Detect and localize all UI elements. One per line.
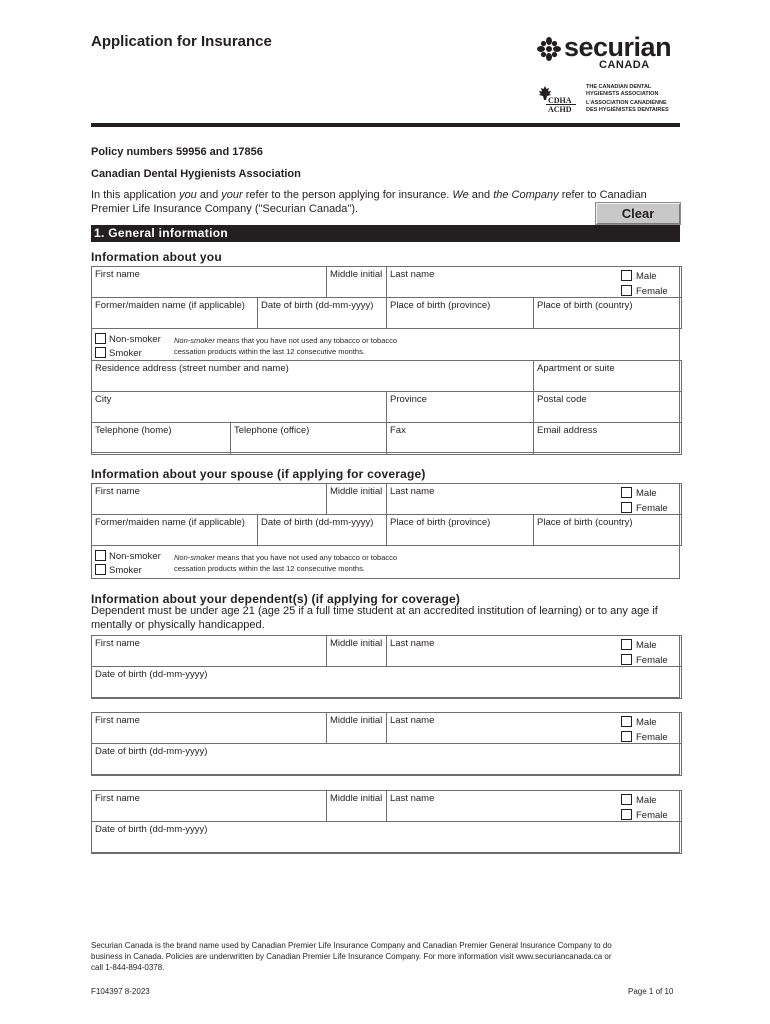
telephone-home-field[interactable] [91,422,231,455]
field-label: Middle initial [330,638,383,649]
field-label: Middle initial [330,793,383,804]
non-smoker-note [174,552,397,563]
field-label: Telephone (office) [234,425,310,436]
field-label: First name [95,715,140,726]
intro-text: In this application [91,189,180,201]
field-label: First name [95,486,140,497]
field-label: Apartment or suite [537,363,615,374]
field-label: Place of birth (province) [390,517,491,528]
intro-text: and [196,189,222,201]
intro-text: refer to the person applying for insurance. [242,189,453,201]
cdha-en-name [586,84,658,97]
intro-we: We [452,189,469,201]
note-text: means that you have not used any tobacco or tobacco [214,336,398,345]
male-label: Male [636,488,657,499]
footer-disclaimer-line-1: Securian Canada is the brand name used by Canadian Premier Life Insurance Company and Canadian Premier General Insurance Company to do [91,941,612,950]
residence-address-field[interactable] [91,360,534,392]
field-label: Last name [390,793,435,804]
cdha-abbr: CDHA [548,96,572,105]
pob-country-field[interactable] [533,297,682,329]
field-label: Date of birth (dd-mm-yyyy) [95,669,208,680]
field-label: Date of birth (dd-mm-yyyy) [261,300,374,311]
city-field[interactable] [91,391,387,423]
footer-disclaimer-line-3: call 1-844-894-0378. [91,963,165,972]
dependent-3-form [91,790,680,853]
male-label: Male [636,795,657,806]
note-text: means that you have not used any tobacco or tobacco [214,553,398,562]
field-label: Last name [390,715,435,726]
spouse-non-smoker-checkbox[interactable] [95,550,106,561]
dependent-2-form [91,712,680,775]
brand-name: securian [564,32,672,62]
field-label: Place of birth (country) [537,517,633,528]
dependent-3-male-checkbox[interactable] [621,794,632,805]
smoker-label: Smoker [109,348,142,359]
field-label: Former/maiden name (if applicable) [95,300,245,311]
section-general-information: 1. General information [91,225,680,242]
cdha-fr-line-1: L'ASSOCIATION CANADIENNE [586,100,667,106]
non-smoker-label: Non-smoker [109,551,161,562]
email-field[interactable] [533,422,682,455]
intro-paragraph-line-1 [91,189,647,201]
securian-flower-icon [536,36,562,62]
dependent-1-form [91,635,680,698]
dependent-1-male-checkbox[interactable] [621,639,632,650]
non-smoker-note [174,335,397,346]
field-label: Date of birth (dd-mm-yyyy) [261,517,374,528]
dependents-note-line-1: Dependent must be under age 21 (age 25 if a full time student at an accredited institution of learning) or to any age if [91,605,658,617]
page-number: Page 1 of 10 [628,987,674,996]
field-label: Last name [390,269,435,280]
footer-disclaimer-line-2: business in Canada. Policies are underwritten by Canadian Premier Life Insurance Company. For more information visit www.securiancanada.ca or [91,952,612,961]
spouse-pob-province-field[interactable] [386,514,534,546]
dependent-3-first-name-field[interactable] [91,790,327,822]
dependent-2-middle-initial-field[interactable] [326,712,387,744]
female-label: Female [636,286,668,297]
intro-you: you [179,189,197,201]
dependent-1-middle-initial-field[interactable] [326,635,387,667]
about-you-heading: Information about you [91,250,222,264]
non-smoker-term: Non-smoker [174,336,215,345]
dependents-note-line-2: mentally or physically handicapped. [91,619,265,631]
intro-company: the Company [493,189,559,201]
first-name-field[interactable] [91,266,327,298]
non-smoker-checkbox[interactable] [95,333,106,344]
spouse-smoker-checkbox[interactable] [95,564,106,575]
achd-abbr: ACHD [548,105,572,114]
field-label: First name [95,793,140,804]
spouse-female-checkbox[interactable] [621,502,632,513]
dependent-3-female-checkbox[interactable] [621,809,632,820]
male-checkbox[interactable] [621,270,632,281]
spouse-middle-initial-field[interactable] [326,483,387,515]
form-id: F104397 8-2023 [91,987,150,996]
intro-text: and [468,189,494,201]
female-label: Female [636,655,668,666]
cdha-en-line-1: THE CANADIAN DENTAL [586,84,652,90]
female-label: Female [636,810,668,821]
dependent-1-female-checkbox[interactable] [621,654,632,665]
field-label: First name [95,269,140,280]
spouse-pob-country-field[interactable] [533,514,682,546]
pob-province-field[interactable] [386,297,534,329]
spouse-first-name-field[interactable] [91,483,327,515]
association-name: Canadian Dental Hygienists Association [91,168,301,180]
field-label: Last name [390,486,435,497]
non-smoker-note-line-2: cessation products within the last 12 consecutive months. [174,564,365,573]
dependent-3-dob-field[interactable] [91,821,682,854]
male-label: Male [636,640,657,651]
field-label: Date of birth (dd-mm-yyyy) [95,824,208,835]
dependent-2-male-checkbox[interactable] [621,716,632,727]
female-checkbox[interactable] [621,285,632,296]
spouse-dob-field[interactable] [257,514,387,546]
maiden-name-field[interactable] [91,297,258,329]
dob-field[interactable] [257,297,387,329]
field-label: Postal code [537,394,587,405]
clear-button[interactable]: Clear [595,202,681,225]
smoker-label: Smoker [109,565,142,576]
spouse-male-checkbox[interactable] [621,487,632,498]
intro-paragraph-line-2: Premier Life Insurance Company ("Securian Canada"). [91,203,359,215]
cdha-en-line-2: HYGIENISTS ASSOCIATION [586,90,659,97]
page-title: Application for Insurance [91,33,272,50]
applicant-form [91,266,680,453]
dependents-heading: Information about your dependent(s) (if applying for coverage) [91,592,461,606]
middle-initial-field[interactable] [326,266,387,298]
header-rule [91,123,680,127]
field-label: Residence address (street number and name) [95,363,289,374]
province-field[interactable] [386,391,534,423]
female-label: Female [636,503,668,514]
fax-field[interactable] [386,422,534,455]
non-smoker-label: Non-smoker [109,334,161,345]
male-label: Male [636,717,657,728]
non-smoker-note-line-2: cessation products within the last 12 consecutive months. [174,347,365,356]
non-smoker-term: Non-smoker [174,553,215,562]
postal-code-field[interactable] [533,391,682,423]
field-label: Province [390,394,427,405]
intro-your: your [221,189,243,201]
dependent-3-middle-initial-field[interactable] [326,790,387,822]
spouse-heading: Information about your spouse (if applying for coverage) [91,467,426,481]
cdha-fr-name [586,100,669,113]
field-label: Middle initial [330,715,383,726]
field-label: Date of birth (dd-mm-yyyy) [95,746,208,757]
telephone-office-field[interactable] [230,422,387,455]
field-label: Middle initial [330,486,383,497]
intro-text: refer to Canadian [558,189,647,201]
field-label: Place of birth (province) [390,300,491,311]
spouse-maiden-name-field[interactable] [91,514,258,546]
cdha-fr-line-2: DES HYGIÉNISTES DENTAIRES [586,106,669,113]
smoker-checkbox[interactable] [95,347,106,358]
field-label: First name [95,638,140,649]
field-label: Email address [537,425,598,436]
field-label: Fax [390,425,406,436]
policy-numbers: Policy numbers 59956 and 17856 [91,146,263,158]
field-label: Telephone (home) [95,425,172,436]
apartment-field[interactable] [533,360,682,392]
female-label: Female [636,732,668,743]
field-label: Place of birth (country) [537,300,633,311]
field-label: Former/maiden name (if applicable) [95,517,245,528]
dependent-2-first-name-field[interactable] [91,712,327,744]
dependent-2-dob-field[interactable] [91,743,682,776]
dependent-2-female-checkbox[interactable] [621,731,632,742]
field-label: City [95,394,112,405]
field-label: Last name [390,638,435,649]
male-label: Male [636,271,657,282]
dependent-1-dob-field[interactable] [91,666,682,699]
brand-sub: CANADA [599,59,650,71]
dependent-1-first-name-field[interactable] [91,635,327,667]
spouse-form [91,483,680,579]
securian-logo [534,32,684,122]
field-label: Middle initial [330,269,383,280]
